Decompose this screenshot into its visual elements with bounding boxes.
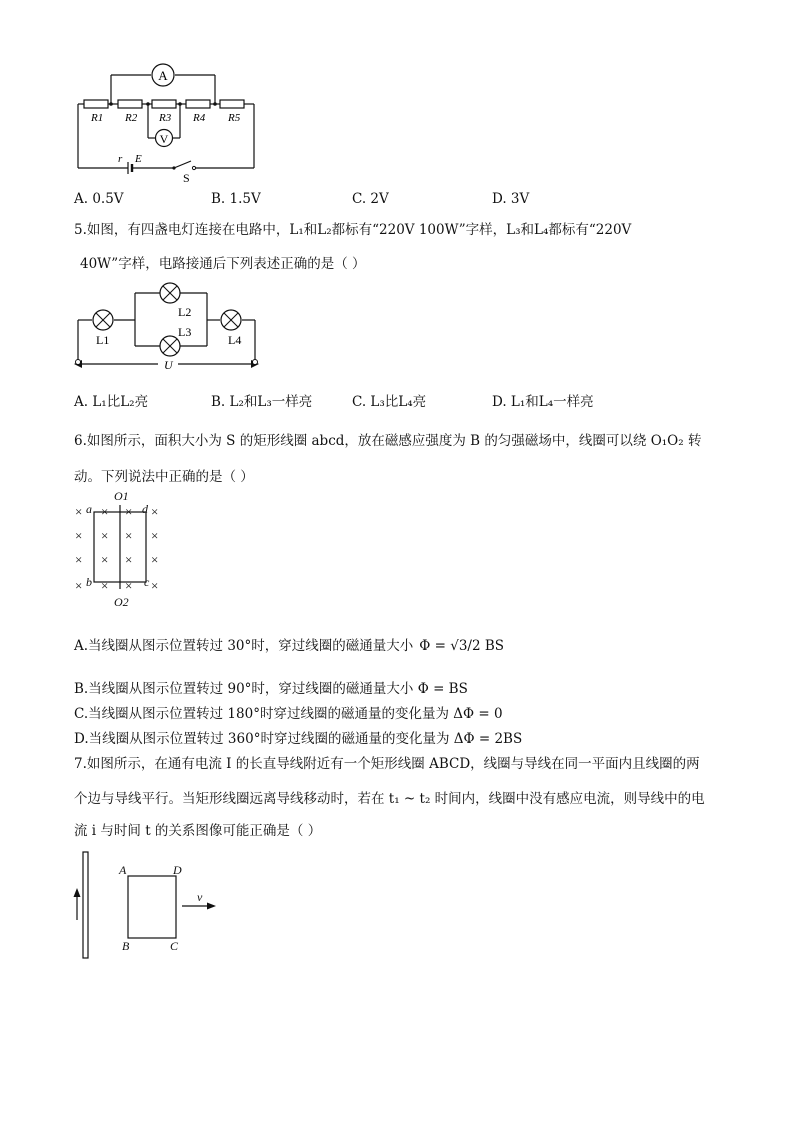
- lamp-l4-label: L4: [228, 333, 242, 347]
- corner-A: A: [119, 863, 127, 877]
- field-mark: ×: [101, 504, 109, 519]
- field-mark: ×: [101, 528, 109, 543]
- field-mark: ×: [75, 504, 83, 519]
- corner-B: B: [122, 939, 130, 953]
- field-mark: ×: [151, 504, 159, 519]
- axis-o1: O1: [114, 489, 129, 503]
- internal-r-label: r: [118, 153, 123, 165]
- field-mark: ×: [125, 552, 133, 567]
- q5-stem-line1: 5.如图，有四盏电灯连接在电路中，L₁和L₂都标有“220V 100W”字样，L₃和L₄都标有“220V: [74, 222, 632, 238]
- q4-option-a[interactable]: A. 0.5V: [74, 191, 124, 207]
- field-mark: ×: [151, 578, 159, 593]
- corner-a: a: [86, 502, 92, 516]
- field-mark: ×: [125, 528, 133, 543]
- q5-lamp-circuit-figure: [68, 280, 268, 380]
- field-mark: ×: [101, 552, 109, 567]
- q5-option-c[interactable]: C. L₃比L₄亮: [352, 394, 427, 410]
- voltage-u-label: U: [164, 358, 173, 372]
- q6-option-d[interactable]: D.当线圈从图示位置转过 360°时穿过线圈的磁通量的变化量为 ΔΦ = 2BS: [74, 731, 523, 747]
- q4-circuit-figure: [70, 58, 270, 184]
- corner-D: D: [173, 863, 182, 877]
- q6-option-a-formula: Φ = √3/2 BS: [419, 638, 505, 654]
- q6-option-c[interactable]: C.当线圈从图示位置转过 180°时穿过线圈的磁通量的变化量为 ΔΦ = 0: [74, 706, 503, 722]
- q6-stem-line2: 动。下列说法中正确的是（ ）: [74, 469, 254, 485]
- voltmeter-label: V: [159, 132, 169, 146]
- q6-stem-line1: 6.如图所示，面积大小为 S 的矩形线圈 abcd，放在磁感应强度为 B 的匀强磁场中，线圈可以绕 O₁O₂ 转: [74, 433, 702, 449]
- r5-label: R5: [228, 112, 241, 124]
- r1-label: R1: [91, 112, 104, 124]
- lamp-l1-label: L1: [96, 333, 110, 347]
- q6-coil-figure: [72, 488, 172, 612]
- q5-option-d[interactable]: D. L₁和L₄一样亮: [492, 394, 594, 410]
- r4-label: R4: [193, 112, 206, 124]
- field-mark: ×: [101, 578, 109, 593]
- q5-stem-line2: 40W”字样，电路接通后下列表述正确的是（ ）: [80, 256, 366, 272]
- field-mark: ×: [151, 552, 159, 567]
- q6-option-a[interactable]: [74, 637, 504, 655]
- field-mark: ×: [75, 552, 83, 567]
- switch-label: S: [183, 171, 190, 184]
- field-mark: ×: [125, 504, 133, 519]
- ammeter-label: A: [158, 68, 168, 83]
- q4-option-b[interactable]: B. 1.5V: [211, 191, 261, 207]
- q7-stem-line3: 流 i 与时间 t 的关系图像可能正确是（ ）: [74, 823, 322, 839]
- r3-label: R3: [159, 112, 172, 124]
- emf-label: E: [135, 153, 142, 165]
- q7-wire-coil-figure: [66, 850, 226, 962]
- field-mark: ×: [151, 528, 159, 543]
- q7-stem-line1: 7.如图所示，在通有电流 I 的长直导线附近有一个矩形线圈 ABCD，线圈与导线在同一平面内且线圈的两: [74, 756, 700, 772]
- q5-option-a[interactable]: A. L₁比L₂亮: [74, 394, 149, 410]
- q4-option-c[interactable]: C. 2V: [352, 191, 389, 207]
- field-mark: ×: [125, 578, 133, 593]
- corner-C: C: [170, 939, 179, 953]
- q7-stem-line2: 个边与导线平行。当矩形线圈远离导线移动时，若在 t₁ ~ t₂ 时间内，线圈中没有感应电流，则导线中的电: [74, 791, 705, 807]
- q6-option-b[interactable]: B.当线圈从图示位置转过 90°时，穿过线圈的磁通量大小 Φ = BS: [74, 681, 468, 697]
- velocity-v: v: [197, 890, 203, 904]
- lamp-l2-label: L2: [178, 305, 192, 319]
- q6-option-a-text: A.当线圈从图示位置转过 30°时，穿过线圈的磁通量大小: [74, 638, 414, 654]
- field-mark: ×: [75, 528, 83, 543]
- corner-d: d: [142, 502, 148, 516]
- field-mark: ×: [75, 578, 83, 593]
- q5-option-b[interactable]: B. L₂和L₃一样亮: [211, 394, 313, 410]
- axis-o2: O2: [114, 595, 129, 609]
- r2-label: R2: [125, 112, 138, 124]
- lamp-l3-label: L3: [178, 325, 192, 339]
- q4-option-d[interactable]: D. 3V: [492, 191, 530, 207]
- corner-b: b: [86, 575, 92, 589]
- corner-c: c: [144, 575, 150, 589]
